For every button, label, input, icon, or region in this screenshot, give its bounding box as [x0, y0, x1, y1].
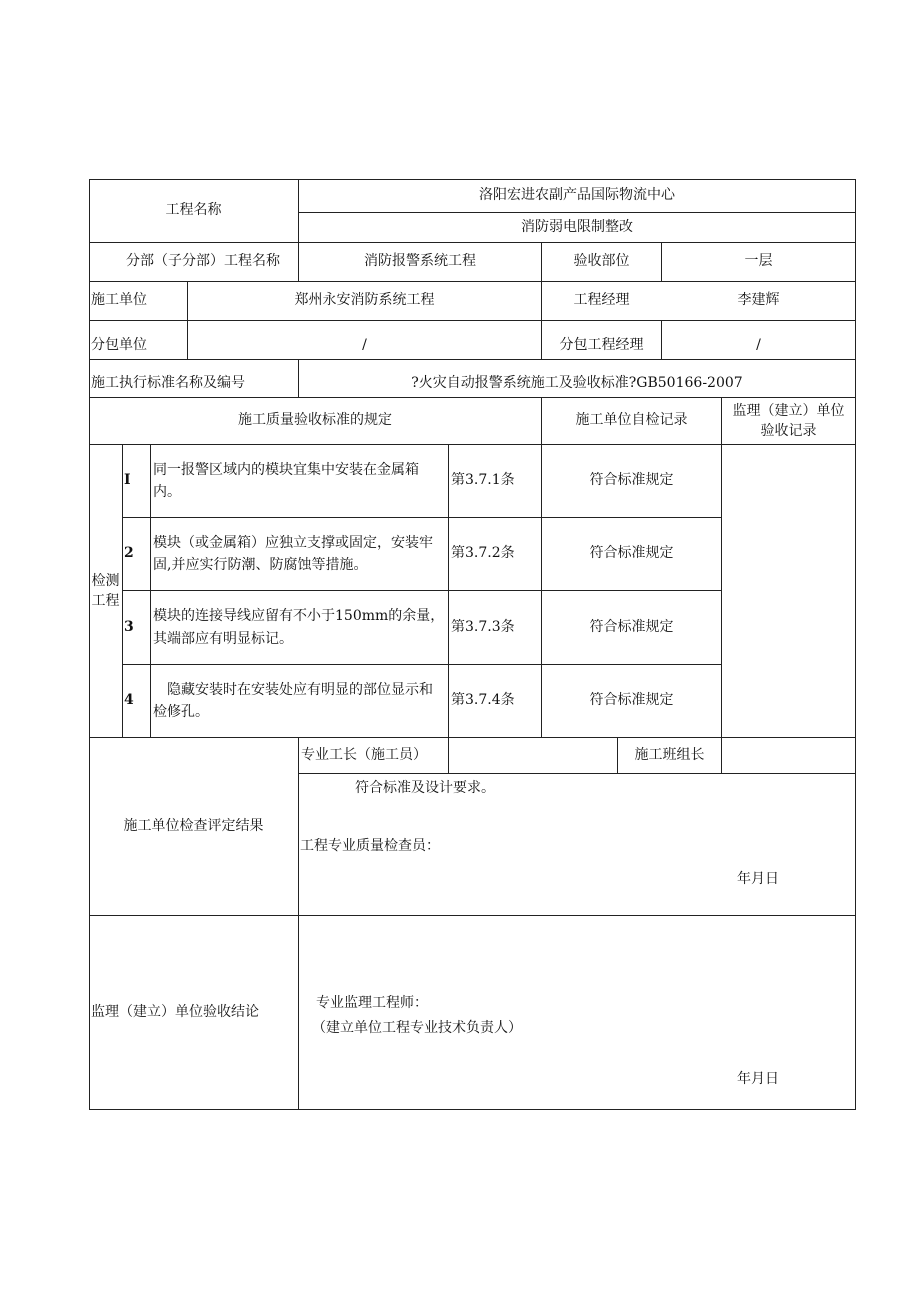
inspection-group-label [89, 445, 122, 737]
supervision-title-line-1: 监理（建立）单位 [732, 402, 845, 419]
item-number: 2 [124, 545, 134, 562]
supervision-engineer-label: 专业监理工程师： [316, 995, 428, 1011]
supervision-title-line-2: 验收记录 [760, 423, 817, 439]
inspection-group-label-2: 工程 [91, 593, 120, 609]
sub-manager-value: / [756, 337, 761, 354]
standard-label: 施工执行标准名称及编号 [91, 375, 245, 392]
acceptance-part-label: 验收部位 [573, 253, 630, 270]
subcontractor-value: / [362, 337, 367, 354]
item-number: 4 [124, 692, 134, 709]
project-name-label: 工程名称 [165, 202, 222, 219]
item-clause-text: 第3.7.1条 [451, 472, 515, 489]
self-check-title: 施工单位自检记录 [575, 412, 688, 429]
conclusion-text: 符合标准及设计要求。 [355, 780, 495, 796]
item-requirement: 隐藏安装时在安装处应有明显的部位显示和检修孔。 [153, 681, 433, 720]
date-supervision: 年月日 [737, 1071, 779, 1087]
subcontractor-label: 分包单位 [91, 337, 147, 354]
item-clause [449, 445, 541, 517]
inspection-group-label-1: 检测 [91, 572, 120, 589]
manager-value: 李建辉 [737, 292, 780, 309]
spec-title: 施工质量验收标准的规定 [238, 412, 392, 429]
quality-inspector-label: 工程专业质量检查员： [300, 838, 440, 854]
item-clause [449, 591, 541, 664]
item-clause-text: 第3.7.3条 [451, 618, 515, 635]
item-result: 符合标准规定 [589, 692, 674, 709]
item-result: 符合标准规定 [589, 472, 674, 489]
supervision-conclusion-label: 监理（建立）单位验收结论 [91, 1003, 259, 1020]
standard-value-text: ?火灾自动报警系统施工及验收标准?GB50166-2007 [411, 375, 743, 392]
item-clause-text: 第3.7.2条 [451, 545, 515, 562]
item-result: 符合标准规定 [589, 618, 674, 635]
contractor-value: 郑州永安消防系统工程 [294, 292, 435, 309]
date-construction: 年月日 [737, 871, 779, 887]
standard-value [299, 360, 855, 397]
foreman-label: 专业工长（施工员） [301, 746, 427, 763]
contractor-label: 施工单位 [91, 292, 147, 309]
owner-technical-lead-label: （建立单位工程专业技术负责人） [312, 1020, 522, 1036]
construction-result-label: 施工单位检查评定结果 [123, 817, 264, 834]
acceptance-part-value: 一层 [744, 253, 773, 270]
item-requirement: 模块的连接导线应留有不小于150mm的余量，其端部应有明显标记。 [153, 608, 445, 647]
team-leader-label: 施工班组长 [634, 746, 705, 763]
item-number: 3 [124, 618, 134, 635]
sub-manager-label: 分包工程经理 [559, 337, 644, 354]
item-clause [449, 665, 541, 737]
manager-label: 工程经理 [573, 292, 630, 309]
item-clause-text: 第3.7.4条 [451, 692, 515, 709]
supervision-title [722, 398, 855, 444]
sub-project-label: 分部（子分部）工程名称 [126, 253, 280, 270]
sub-project-value: 消防报警系统工程 [364, 253, 476, 270]
item-requirement: 模块（或金属箱）应独立支撑或固定，安装牢固,并应实行防潮、防腐蚀等措施。 [153, 534, 433, 573]
project-name-line-1: 洛阳宏进农副产品国际物流中心 [479, 187, 675, 204]
project-name-line-2: 消防弱电限制整改 [521, 218, 633, 235]
item-clause [449, 518, 541, 590]
item-result: 符合标准规定 [589, 545, 674, 562]
item-requirement: 同一报警区域内的模块宜集中安装在金属箱内。 [153, 461, 419, 500]
item-number: I [124, 472, 131, 489]
